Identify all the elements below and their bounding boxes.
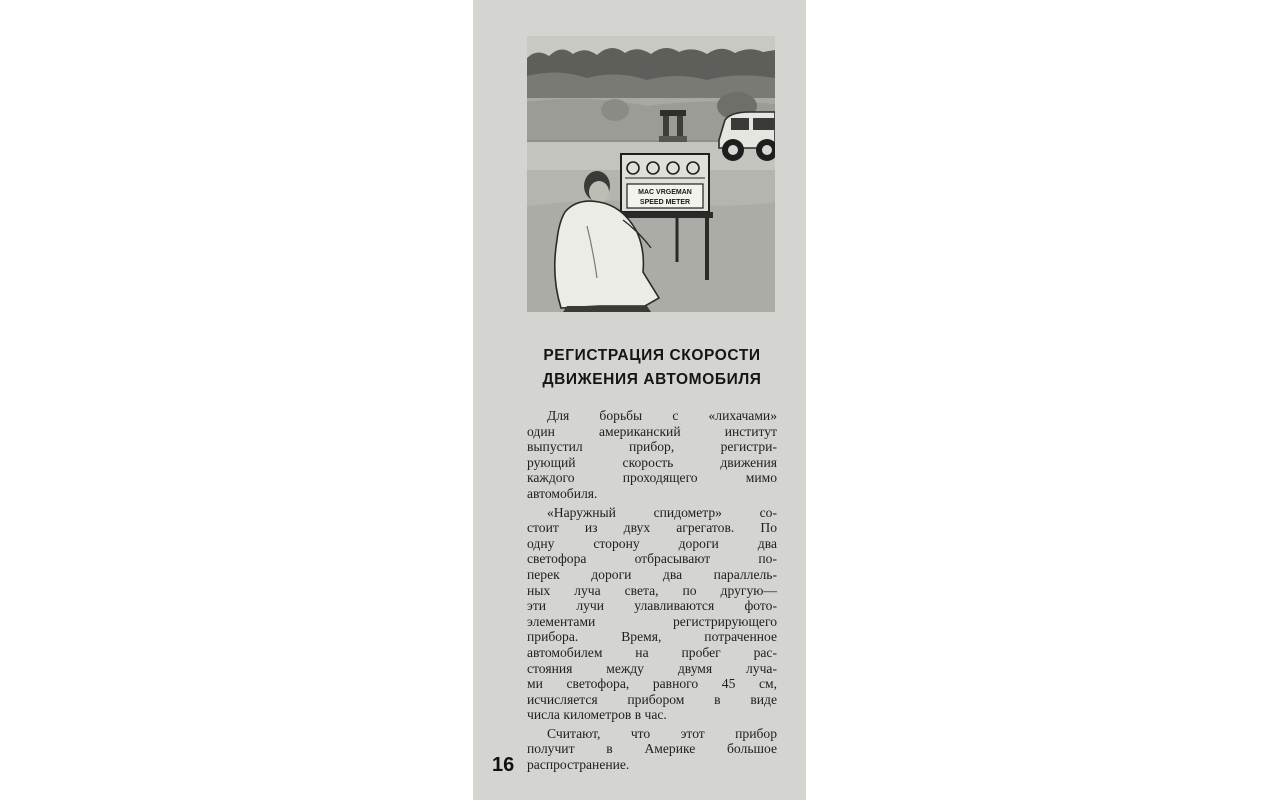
speed-meter-illustration xyxy=(527,36,775,312)
article-paragraph xyxy=(527,408,777,502)
article-paragraph xyxy=(527,505,777,723)
text-line: автомобилем на пробег рас- xyxy=(527,644,777,660)
article-title xyxy=(527,344,777,392)
text-line: Для борьбы с «лихачами» xyxy=(547,408,777,423)
text-line: элементами регистрирующего xyxy=(527,613,777,629)
text-line: каждого проходящего мимо xyxy=(527,470,777,486)
sign-line-1: MAC VRGEMAN xyxy=(638,189,692,196)
text-line: одну сторону дороги два xyxy=(527,535,777,551)
text-line: прибора. Время, потраченное xyxy=(527,629,777,645)
text-line: распространение. xyxy=(527,757,630,773)
text-line: исчисляется прибором в виде xyxy=(527,691,777,707)
text-line: стоит из двух агрегатов. По xyxy=(527,520,777,536)
text-line: получит в Америке большое xyxy=(527,741,777,757)
page-number: 16 xyxy=(492,754,515,776)
text-line: числа километров в час. xyxy=(527,707,667,723)
text-line: ных луча света, по другую— xyxy=(527,582,777,598)
text-line: стояния между двумя луча- xyxy=(527,660,777,676)
text-line: Считают, что этот прибор xyxy=(547,725,777,741)
text-line: ми светофора, равного 45 см, xyxy=(527,676,777,692)
text-line: «Наружный спидометр» со- xyxy=(547,504,777,520)
text-line: рующий скорость движения xyxy=(527,454,777,470)
illustration-drawing xyxy=(527,36,775,312)
text-line: один американский институт xyxy=(527,423,777,439)
text-line: эти лучи улавливаются фото- xyxy=(527,598,777,614)
text-line: выпустил прибор, регистри- xyxy=(527,439,777,455)
text-line: перек дороги два параллель- xyxy=(527,566,777,582)
text-line: светофора отбрасывают по- xyxy=(527,551,777,567)
article-title-line-2: ДВИЖЕНИЯ АВТОМОБИЛЯ xyxy=(542,371,762,388)
article-paragraph xyxy=(527,726,777,773)
magazine-page xyxy=(473,0,806,800)
text-line: автомобиля. xyxy=(527,485,598,501)
article-body xyxy=(527,408,777,776)
sign-line-2: SPEED METER xyxy=(639,199,691,206)
article-title-line-1: РЕГИСТРАЦИЯ СКОРОСТИ xyxy=(543,347,761,364)
